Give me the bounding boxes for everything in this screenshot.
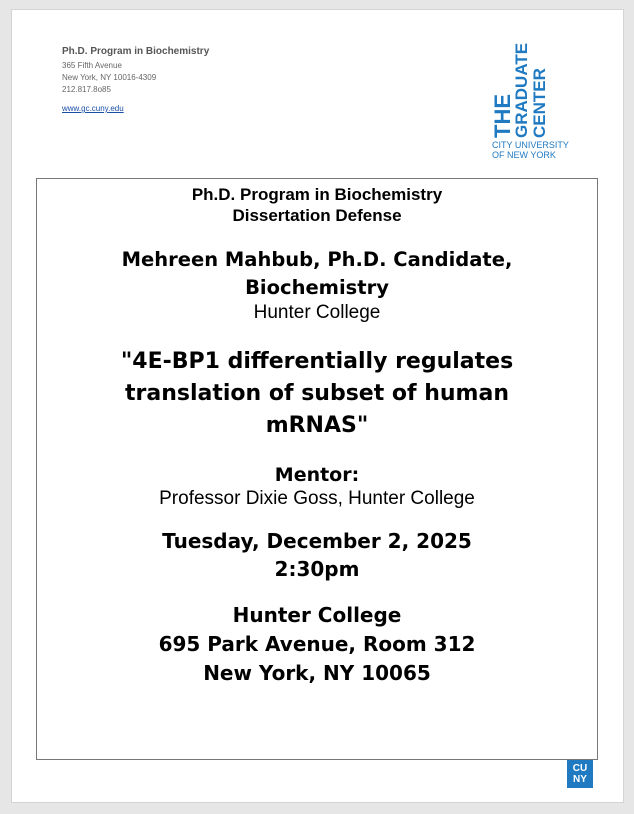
cuny-logo (567, 760, 593, 788)
candidate-line1: Mehreen Mahbub, Ph.D. Candidate, (121, 248, 513, 271)
logo-wordmark (490, 42, 556, 138)
program-heading (37, 184, 597, 226)
letterhead-phone: 212.817.8o85 (62, 85, 111, 94)
logo-subtitle-line2: OF NEW YORK (492, 150, 556, 160)
location-line3: New York, NY 10065 (203, 661, 431, 685)
program-name: Ph.D. Program in Biochemistry (191, 185, 443, 204)
cuny-logo-bottom: NY (573, 774, 587, 785)
logo-word-center: CENTER (530, 68, 549, 138)
mentor-name: Professor Dixie Goss, Hunter College (159, 488, 475, 509)
logo-word-graduate: GRADUATE (512, 42, 531, 138)
title-line3: mRNAS" (265, 413, 369, 438)
title-line2: translation of subset of human (125, 381, 509, 406)
letterhead (62, 46, 209, 116)
location-line2: 695 Park Avenue, Room 312 (158, 632, 476, 656)
logo-subtitle-line1: CITY UNIVERSITY (492, 140, 569, 150)
event-date: Tuesday, December 2, 2025 (162, 529, 472, 553)
letterhead-website-link[interactable]: www.gc.cuny.edu (62, 104, 124, 113)
letterhead-program: Ph.D. Program in Biochemistry (62, 46, 210, 57)
cuny-logo-top: CU (572, 763, 588, 774)
candidate-college: Hunter College (253, 302, 381, 323)
letterhead-address-line1: 365 Fifth Avenue (62, 61, 122, 70)
title-line1: "4E-BP1 differentially regulates (120, 349, 514, 374)
logo-subtitle (492, 140, 569, 160)
event-datetime (37, 527, 597, 583)
graduate-center-logo (490, 42, 592, 168)
document-page (11, 9, 624, 803)
event-type: Dissertation Defense (232, 206, 402, 225)
dissertation-title (67, 346, 567, 442)
logo-word-the: THE (490, 94, 515, 138)
letterhead-address-line2: New York, NY 10016-4309 (62, 73, 157, 82)
event-time: 2:30pm (274, 557, 360, 581)
event-location (37, 601, 597, 688)
location-line1: Hunter College (232, 603, 402, 627)
candidate-line2: Biochemistry (245, 276, 389, 299)
mentor-label: Mentor: (274, 464, 360, 486)
candidate-name (37, 246, 597, 302)
announcement-box (36, 178, 598, 760)
